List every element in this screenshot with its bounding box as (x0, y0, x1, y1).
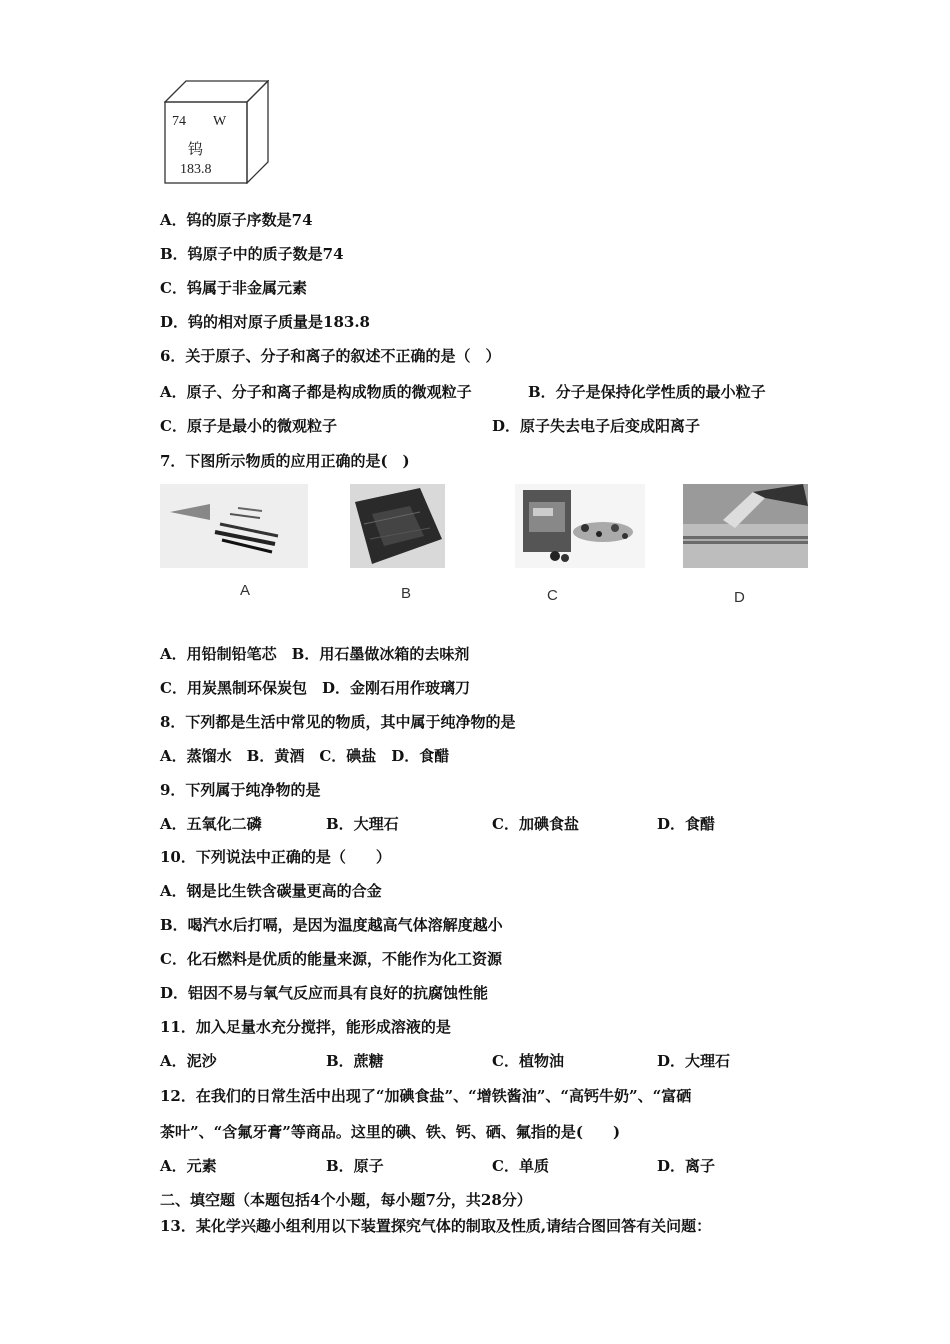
image-label-b: B (401, 585, 412, 602)
q6-option-b: B．分子是保持化学性质的最小粒子 (528, 383, 766, 401)
q12-option-c: C．单质 (492, 1157, 549, 1175)
q12-option-d: D．离子 (657, 1157, 716, 1175)
graphite-block-image (350, 484, 445, 568)
q11-option-b: B．蔗糖 (326, 1052, 384, 1070)
q9-option-c: C．加碘食盐 (492, 815, 579, 833)
q12-option-a: A．元素 (160, 1157, 217, 1175)
q5-option-c: C．钨属于非金属元素 (160, 279, 307, 297)
q11-option-c: C．植物油 (492, 1052, 564, 1070)
q6-option-d: D．原子失去电子后变成阳离子 (492, 417, 701, 435)
q10-option-a: A．钢是比生铁含碳量更高的合金 (160, 882, 382, 900)
atomic-mass: 183.8 (180, 162, 212, 177)
q5-option-a: A．钨的原子序数是74 (160, 211, 313, 229)
q10-option-b: B．喝汽水后打嗝，是因为温度越高气体溶解度越小 (160, 916, 503, 934)
q6-option-a: A．原子、分子和离子都是构成物质的微观粒子 (160, 383, 472, 401)
q10-option-c: C．化石燃料是优质的能量来源，不能作为化工资源 (160, 950, 502, 968)
q11-stem: 11．加入足量水充分搅拌，能形成溶液的是 (160, 1018, 451, 1036)
q11-option-a: A．泥沙 (160, 1052, 217, 1070)
q6-option-c: C．原子是最小的微观粒子 (160, 417, 337, 435)
q9-stem: 9．下列属于纯净物的是 (160, 781, 321, 799)
q10-option-d: D．铝因不易与氧气反应而具有良好的抗腐蚀性能 (160, 984, 489, 1002)
q7-options-line1: A．用铅制铅笔芯 B．用石墨做冰箱的去味剂 (160, 645, 470, 663)
atomic-number: 74 (172, 114, 186, 129)
q11-option-d: D．大理石 (657, 1052, 731, 1070)
q12-stem-line2: 茶叶”、“含氟牙膏”等商品。这里的碘、铁、钙、硒、氟指的是( ) (160, 1123, 621, 1141)
q5-option-d: D．钨的相对原子质量是183.8 (160, 313, 370, 331)
q12-stem-line1: 12．在我们的日常生活中出现了“加碘食盐”、“增铁酱油”、“高钙牛奶”、“富硒 (160, 1087, 692, 1105)
element-card (164, 80, 269, 184)
q12-option-b: B．原子 (326, 1157, 384, 1175)
carbon-bag-image (515, 484, 645, 568)
q5-option-b: B．钨原子中的质子数是74 (160, 245, 344, 263)
q6-stem: 6．关于原子、分子和离子的叙述不正确的是（ ） (160, 347, 501, 365)
image-label-a: A (240, 582, 251, 599)
q13-stem: 13．某化学兴趣小组利用以下装置探究气体的制取及性质,请结合图回答有关问题： (160, 1217, 712, 1235)
glass-cutter-image (683, 484, 808, 568)
section-heading: 二、填空题（本题包括4个小题，每小题7分，共28分） (160, 1191, 532, 1209)
element-symbol: W (213, 114, 227, 129)
image-label-c: C (547, 587, 558, 604)
q9-option-a: A．五氧化二磷 (160, 815, 262, 833)
q8-options: A．蒸馏水 B．黄酒 C．碘盐 D．食醋 (160, 747, 450, 765)
q8-stem: 8．下列都是生活中常见的物质，其中属于纯净物的是 (160, 713, 516, 731)
q9-option-b: B．大理石 (326, 815, 399, 833)
q7-stem: 7．下图所示物质的应用正确的是( ) (160, 452, 410, 470)
pencil-lead-image (160, 484, 308, 568)
q9-option-d: D．食醋 (657, 815, 716, 833)
image-label-d: D (734, 589, 745, 606)
element-name: 钨 (188, 140, 204, 158)
q7-options-line2: C．用炭黑制环保炭包 D．金刚石用作玻璃刀 (160, 679, 470, 697)
q10-stem: 10．下列说法中正确的是（ ） (160, 848, 391, 866)
